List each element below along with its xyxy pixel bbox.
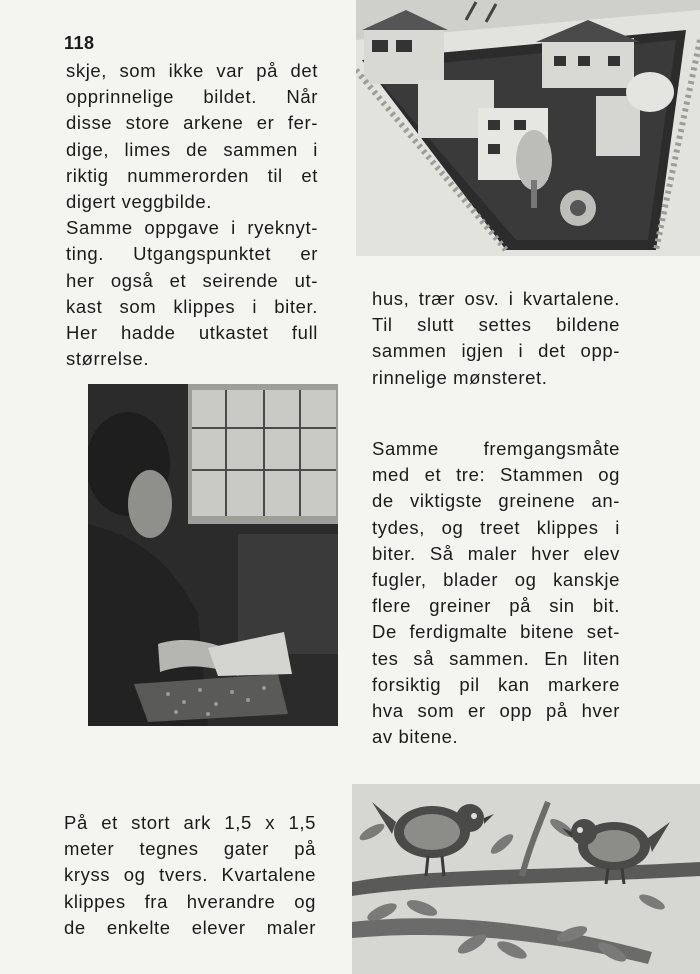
- text-line: Samme fremgangsmåte: [372, 438, 620, 459]
- text-line: skje, som ikke var på det: [66, 60, 318, 81]
- text-line: På et stort ark 1,5 x 1,5: [64, 812, 316, 833]
- text-line: her også et seirende ut-: [66, 269, 318, 291]
- text-line: forsiktig pil kan markere: [372, 673, 620, 695]
- text-line: dige, limes de sammen i: [66, 138, 318, 160]
- text-line: fugler, blader og kanskje: [372, 569, 620, 591]
- text-line: riktig nummerorden til et: [66, 164, 318, 186]
- text-line: biter. Så maler hver elev: [372, 542, 620, 564]
- text-line: opprinnelige bildet. Når: [66, 86, 318, 108]
- text-line: klippes fra hverandre og: [64, 890, 316, 912]
- text-line: Her hadde utkastet full: [66, 322, 318, 344]
- text-line: de viktigste greinene an-: [372, 490, 620, 512]
- text-line: kryss og tvers. Kvartalene: [64, 864, 316, 886]
- text-line: kast som klippes i biter.: [66, 295, 318, 317]
- text-line: digert veggbilde.: [66, 191, 212, 213]
- text-line: av bitene.: [372, 726, 459, 748]
- text-line: hus, trær osv. i kvartalene.: [372, 288, 620, 309]
- text-line: De ferdigmalte bitene set-: [372, 621, 620, 643]
- text-line: disse store arkene er fer-: [66, 112, 318, 134]
- paragraph-right-low: [372, 436, 620, 750]
- text-line: Til slutt settes bildene: [372, 314, 620, 336]
- paragraph-left-top: [66, 58, 318, 372]
- text-line: flere greiner på sin bit.: [372, 595, 620, 617]
- text-line: de enkelte elever maler: [64, 916, 316, 938]
- paragraph-left-bottom: [64, 810, 316, 941]
- text-line: tes så sammen. En liten: [372, 647, 620, 669]
- text-line: størrelse.: [66, 348, 150, 370]
- classroom-rug-photo: [88, 384, 338, 726]
- text-line: med et tre: Stammen og: [372, 464, 620, 486]
- page-number: 118: [64, 33, 95, 53]
- text-line: rinnelige mønsteret.: [372, 366, 548, 388]
- text-line: meter tegnes gater på: [64, 838, 316, 860]
- text-line: tydes, og treet klippes i: [372, 516, 620, 538]
- text-line: Samme oppgave i ryeknyt-: [66, 217, 318, 239]
- text-line: sammen igjen i det opp-: [372, 340, 620, 362]
- village-collage-photo: [356, 0, 700, 256]
- paragraph-right-mid: [372, 286, 620, 391]
- text-line: hva som er opp på hver: [372, 700, 620, 722]
- text-line: ting. Utgangspunktet er: [66, 243, 318, 265]
- bird-tree-painting-photo: [352, 772, 700, 974]
